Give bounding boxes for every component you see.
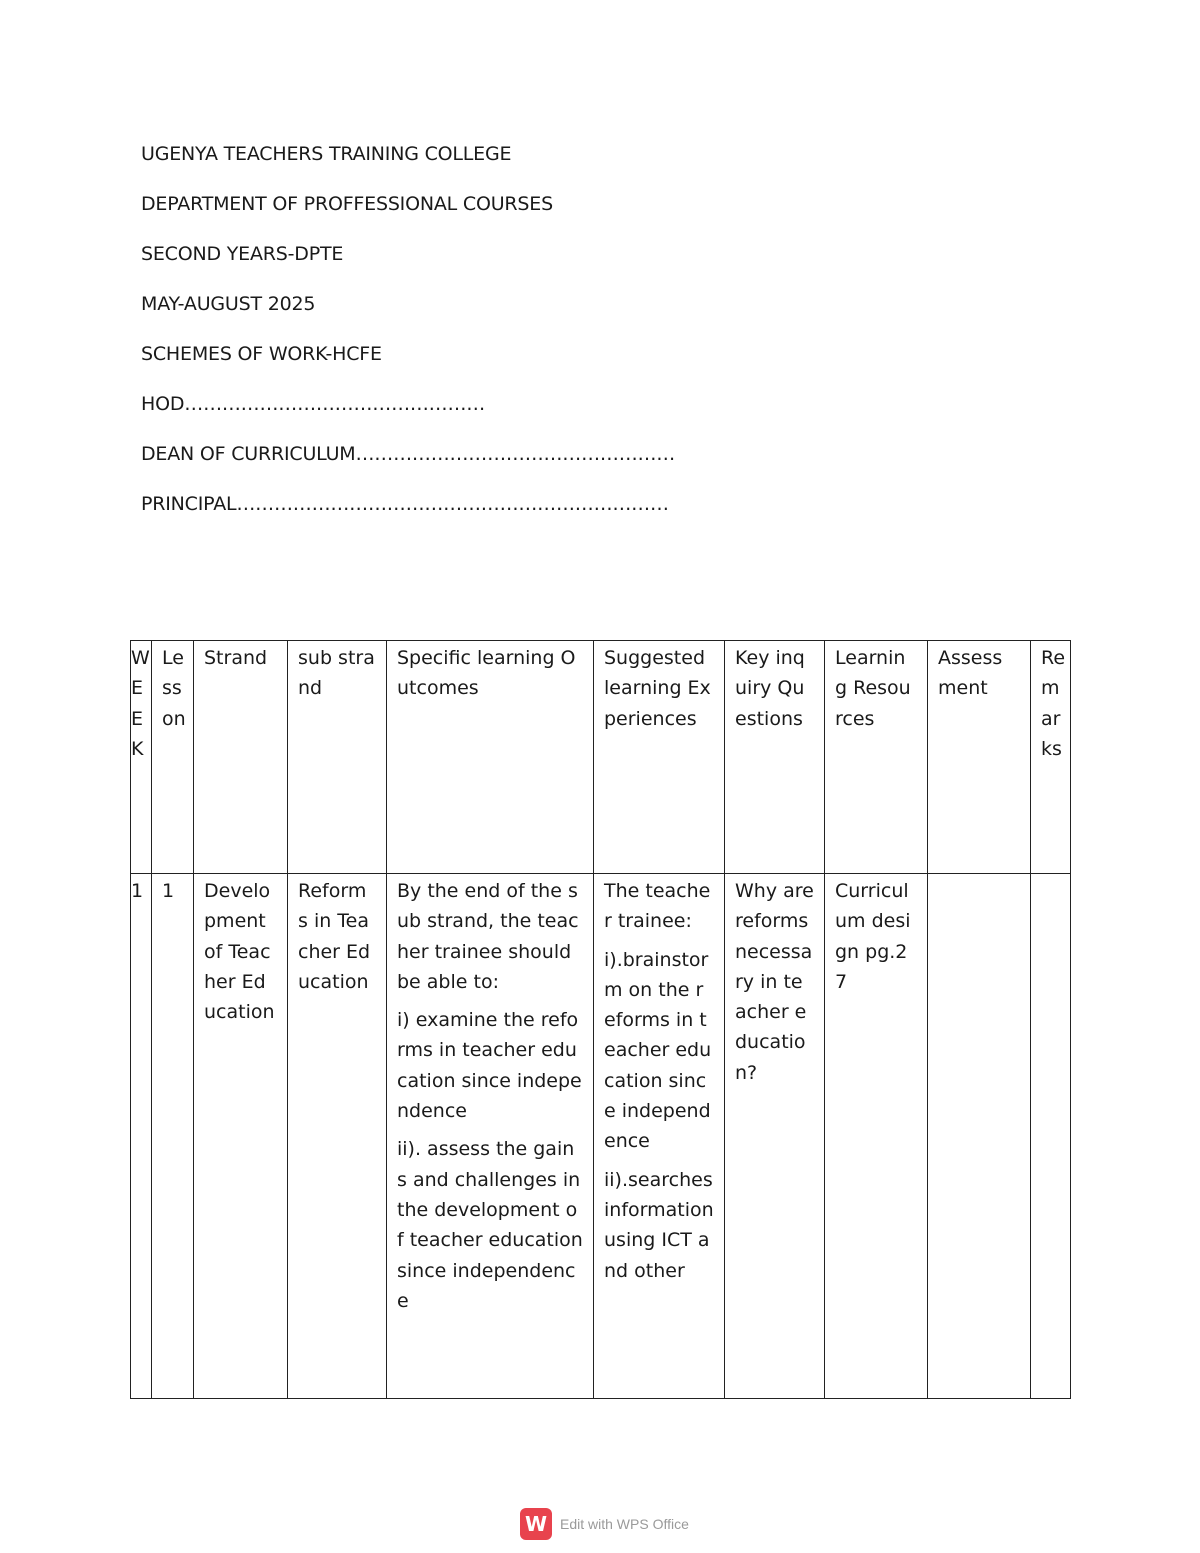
cell-assessment — [928, 874, 1031, 1399]
hod-signature-line: HOD………………………………………… — [141, 393, 486, 415]
dean-signature-line: DEAN OF CURRICULUM…………………………………………… — [141, 443, 676, 465]
wps-badge-label: Edit with WPS Office — [560, 1516, 689, 1532]
wps-edit-badge[interactable] — [520, 1508, 689, 1540]
cell-week: 1 — [131, 874, 152, 1399]
wps-logo-icon: W — [520, 1508, 552, 1540]
header-strand: Strand — [194, 641, 288, 874]
experience-item-2: ii).searches information using ICT and other — [604, 1168, 714, 1282]
schemes-table — [130, 640, 1071, 1399]
cell-sub-strand: Reforms in Teacher Education — [288, 874, 387, 1399]
header-outcomes: Specific learning Outcomes — [387, 641, 594, 874]
department-name: DEPARTMENT OF PROFFESSIONAL COURSES — [141, 193, 553, 215]
cell-lesson: 1 — [152, 874, 194, 1399]
experience-item-1: i).brainstorm on the reforms in teacher education since independence — [604, 948, 712, 1153]
header-questions: Key inquiry Questions — [725, 641, 825, 874]
header-week: WEEK — [131, 641, 152, 874]
header-experiences: Suggested learning Experiences — [594, 641, 725, 874]
cell-experiences — [594, 874, 725, 1399]
header-assessment: Assessment — [928, 641, 1031, 874]
cell-questions: Why are reforms necessary in teacher education? — [725, 874, 825, 1399]
header-lesson: Lesson — [152, 641, 194, 874]
experiences-intro: The teacher trainee: — [604, 880, 711, 933]
outcome-item-1: i) examine the reforms in teacher education since independence — [397, 1009, 582, 1123]
college-name: UGENYA TEACHERS TRAINING COLLEGE — [141, 143, 512, 165]
cell-strand: Development of Teacher Education — [194, 874, 288, 1399]
outcome-item-2: ii). assess the gains and challenges in the development of teacher education since independence — [397, 1138, 583, 1312]
cell-remarks — [1031, 874, 1071, 1399]
outcomes-intro: By the end of the sub strand, the teacher trainee should be able to: — [397, 880, 579, 993]
header-resources: Learning Resources — [825, 641, 928, 874]
header-sub-strand: sub strand — [288, 641, 387, 874]
term-dates: MAY-AUGUST 2025 — [141, 293, 316, 315]
document-title: SCHEMES OF WORK-HCFE — [141, 343, 382, 365]
principal-signature-line: PRINCIPAL…………………………………………………………… — [141, 493, 669, 515]
document-heading — [141, 140, 675, 540]
table-header-row — [131, 641, 1071, 874]
cell-outcomes — [387, 874, 594, 1399]
cell-resources: Curriculum design pg.27 — [825, 874, 928, 1399]
header-remarks: Remarks — [1031, 641, 1071, 874]
class-name: SECOND YEARS-DPTE — [141, 243, 344, 265]
table-row — [131, 874, 1071, 1399]
